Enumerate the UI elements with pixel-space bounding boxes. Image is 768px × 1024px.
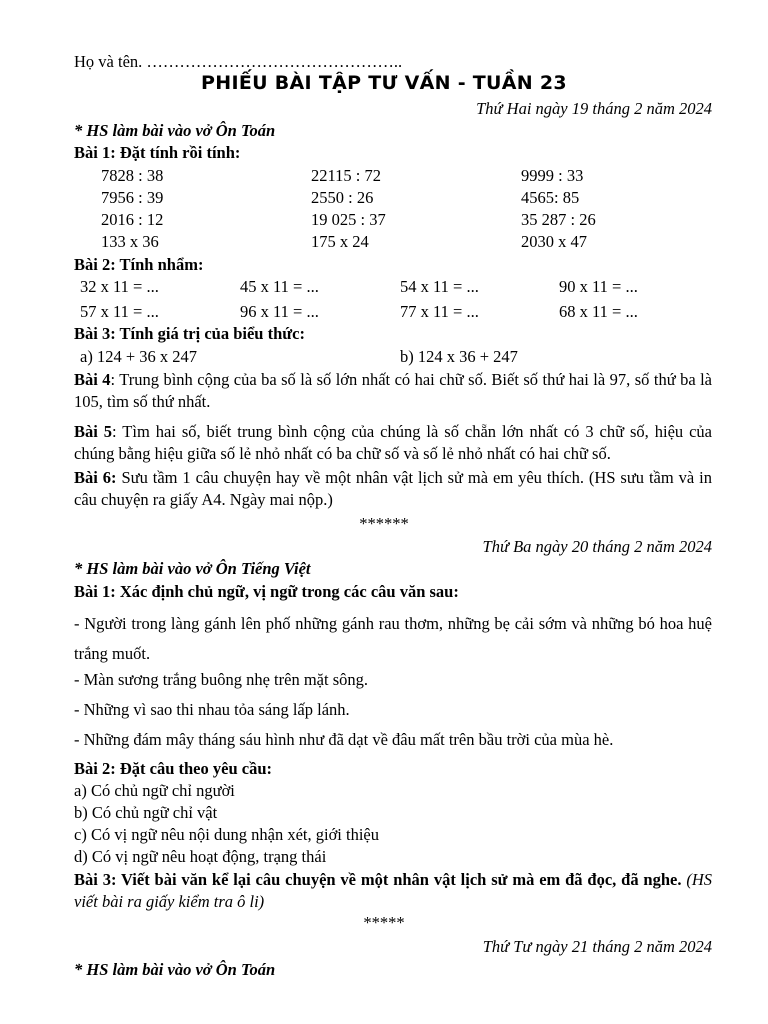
bai3-expr-a: a) 124 + 36 x 247: [80, 347, 197, 366]
bai3-expr-b: b) 124 x 36 + 247: [400, 347, 518, 366]
note-day1: * HS làm bài vào vở Ôn Toán: [74, 121, 276, 140]
list-item: c) Có vị ngữ nêu nội dung nhận xét, giới thiệu: [74, 825, 380, 844]
note-day3: * HS làm bài vào vở Ôn Toán: [74, 960, 276, 979]
date-day3: Thứ Tư ngày 21 tháng 2 năm 2024: [482, 937, 712, 956]
bai1-cell: 7828 : 38: [101, 166, 164, 185]
tv-bai3-note: (HS viết bài ra giấy kiểm tra ô li): [74, 870, 712, 911]
bai6-text: Sưu tầm 1 câu chuyện hay về một nhân vật lịch sử mà em yêu thích. (HS sưu tầm và in câu chuyện ra giấy A4. Ngày mai nộp.): [74, 468, 712, 509]
sentence-item: - Người trong làng gánh lên phố những gánh rau thơm, những bẹ cải sớm và những bó hoa huệ trắng muốt.: [74, 614, 712, 663]
note-day2: * HS làm bài vào vở Ôn Tiếng Việt: [74, 559, 311, 578]
tv-bai1-title: Bài 1: Xác định chủ ngữ, vị ngữ trong các câu văn sau:: [74, 582, 459, 601]
bai4-text: : Trung bình cộng của ba số là số lớn nhất có hai chữ số. Biết số thứ hai là 97, số thứ ba là 105, tìm số thứ nhất.: [74, 370, 713, 411]
bai1-cell: 2030 x 47: [521, 232, 587, 251]
bai1-cell: 22115 : 72: [311, 166, 381, 185]
bai2-cell: 96 x 11 = ...: [240, 302, 319, 321]
name-line: Họ và tên. ………………………………………..: [74, 52, 403, 71]
bai2-cell: 68 x 11 = ...: [559, 302, 638, 321]
bai3-title: Bài 3: Tính giá trị của biểu thức:: [74, 324, 305, 343]
tv-bai2-title: Bài 2: Đặt câu theo yêu cầu:: [74, 759, 272, 778]
bai2-cell: 32 x 11 = ...: [80, 277, 159, 296]
bai1-cell: 9999 : 33: [521, 166, 584, 185]
bai1-cell: 4565: 85: [521, 188, 580, 207]
bai1-cell: 7956 : 39: [101, 188, 164, 207]
bai1-title: Bài 1: Đặt tính rồi tính:: [74, 143, 241, 162]
tv-bai3-title: Bài 3: Viết bài văn kể lại câu chuyện về một nhân vật lịch sử mà em đã đọc, đã nghe.: [74, 870, 682, 889]
bai2-cell: 45 x 11 = ...: [240, 277, 319, 296]
bai1-cell: 133 x 36: [101, 232, 159, 251]
bai1-cell: 175 x 24: [311, 232, 369, 251]
bai1-cell: 19 025 : 37: [311, 210, 386, 229]
bai5-paragraph: [74, 421, 712, 465]
bai4-label: Bài 4: [74, 370, 111, 389]
bai2-cell: 90 x 11 = ...: [559, 277, 638, 296]
bai6-paragraph: [74, 467, 712, 511]
sentence-item: - Những đám mây tháng sáu hình như đã dạt về đâu mất trên bầu trời của mùa hè.: [74, 730, 614, 749]
separator: ******: [359, 514, 409, 533]
bai5-label: Bài 5: [74, 422, 113, 441]
bai2-cell: 77 x 11 = ...: [400, 302, 479, 321]
bai4-paragraph: [74, 369, 712, 413]
bai2-cell: 57 x 11 = ...: [80, 302, 159, 321]
bai6-label: Bài 6:: [74, 468, 117, 487]
page-title: PHIẾU BÀI TẬP TƯ VẤN - TUẦN 23: [201, 72, 567, 94]
list-item: d) Có vị ngữ nêu hoạt động, trạng thái: [74, 847, 327, 866]
separator: *****: [363, 913, 405, 932]
bai2-title: Bài 2: Tính nhẩm:: [74, 255, 204, 274]
list-item: a) Có chủ ngữ chỉ người: [74, 781, 235, 800]
list-item: b) Có chủ ngữ chỉ vật: [74, 803, 218, 822]
bai5-text: : Tìm hai số, biết trung bình cộng của chúng là số chẵn lớn nhất có 3 chữ số, hiệu của chúng bằng hiệu giữa số lẻ nhỏ nhất có ba chữ số và số lẻ nhỏ nhất có hai chữ số.: [74, 422, 713, 463]
tv-bai3-paragraph: [74, 869, 712, 913]
bai1-cell: 2016 : 12: [101, 210, 164, 229]
bai1-cell: 2550 : 26: [311, 188, 374, 207]
bai1-cell: 35 287 : 26: [521, 210, 596, 229]
bai2-cell: 54 x 11 = ...: [400, 277, 479, 296]
date-day1: Thứ Hai ngày 19 tháng 2 năm 2024: [476, 99, 712, 118]
sentence-item: - Những vì sao thi nhau tỏa sáng lấp lánh.: [74, 700, 350, 719]
date-day2: Thứ Ba ngày 20 tháng 2 năm 2024: [482, 537, 712, 556]
sentence-item: - Màn sương trắng buông nhẹ trên mặt sông.: [74, 670, 368, 689]
